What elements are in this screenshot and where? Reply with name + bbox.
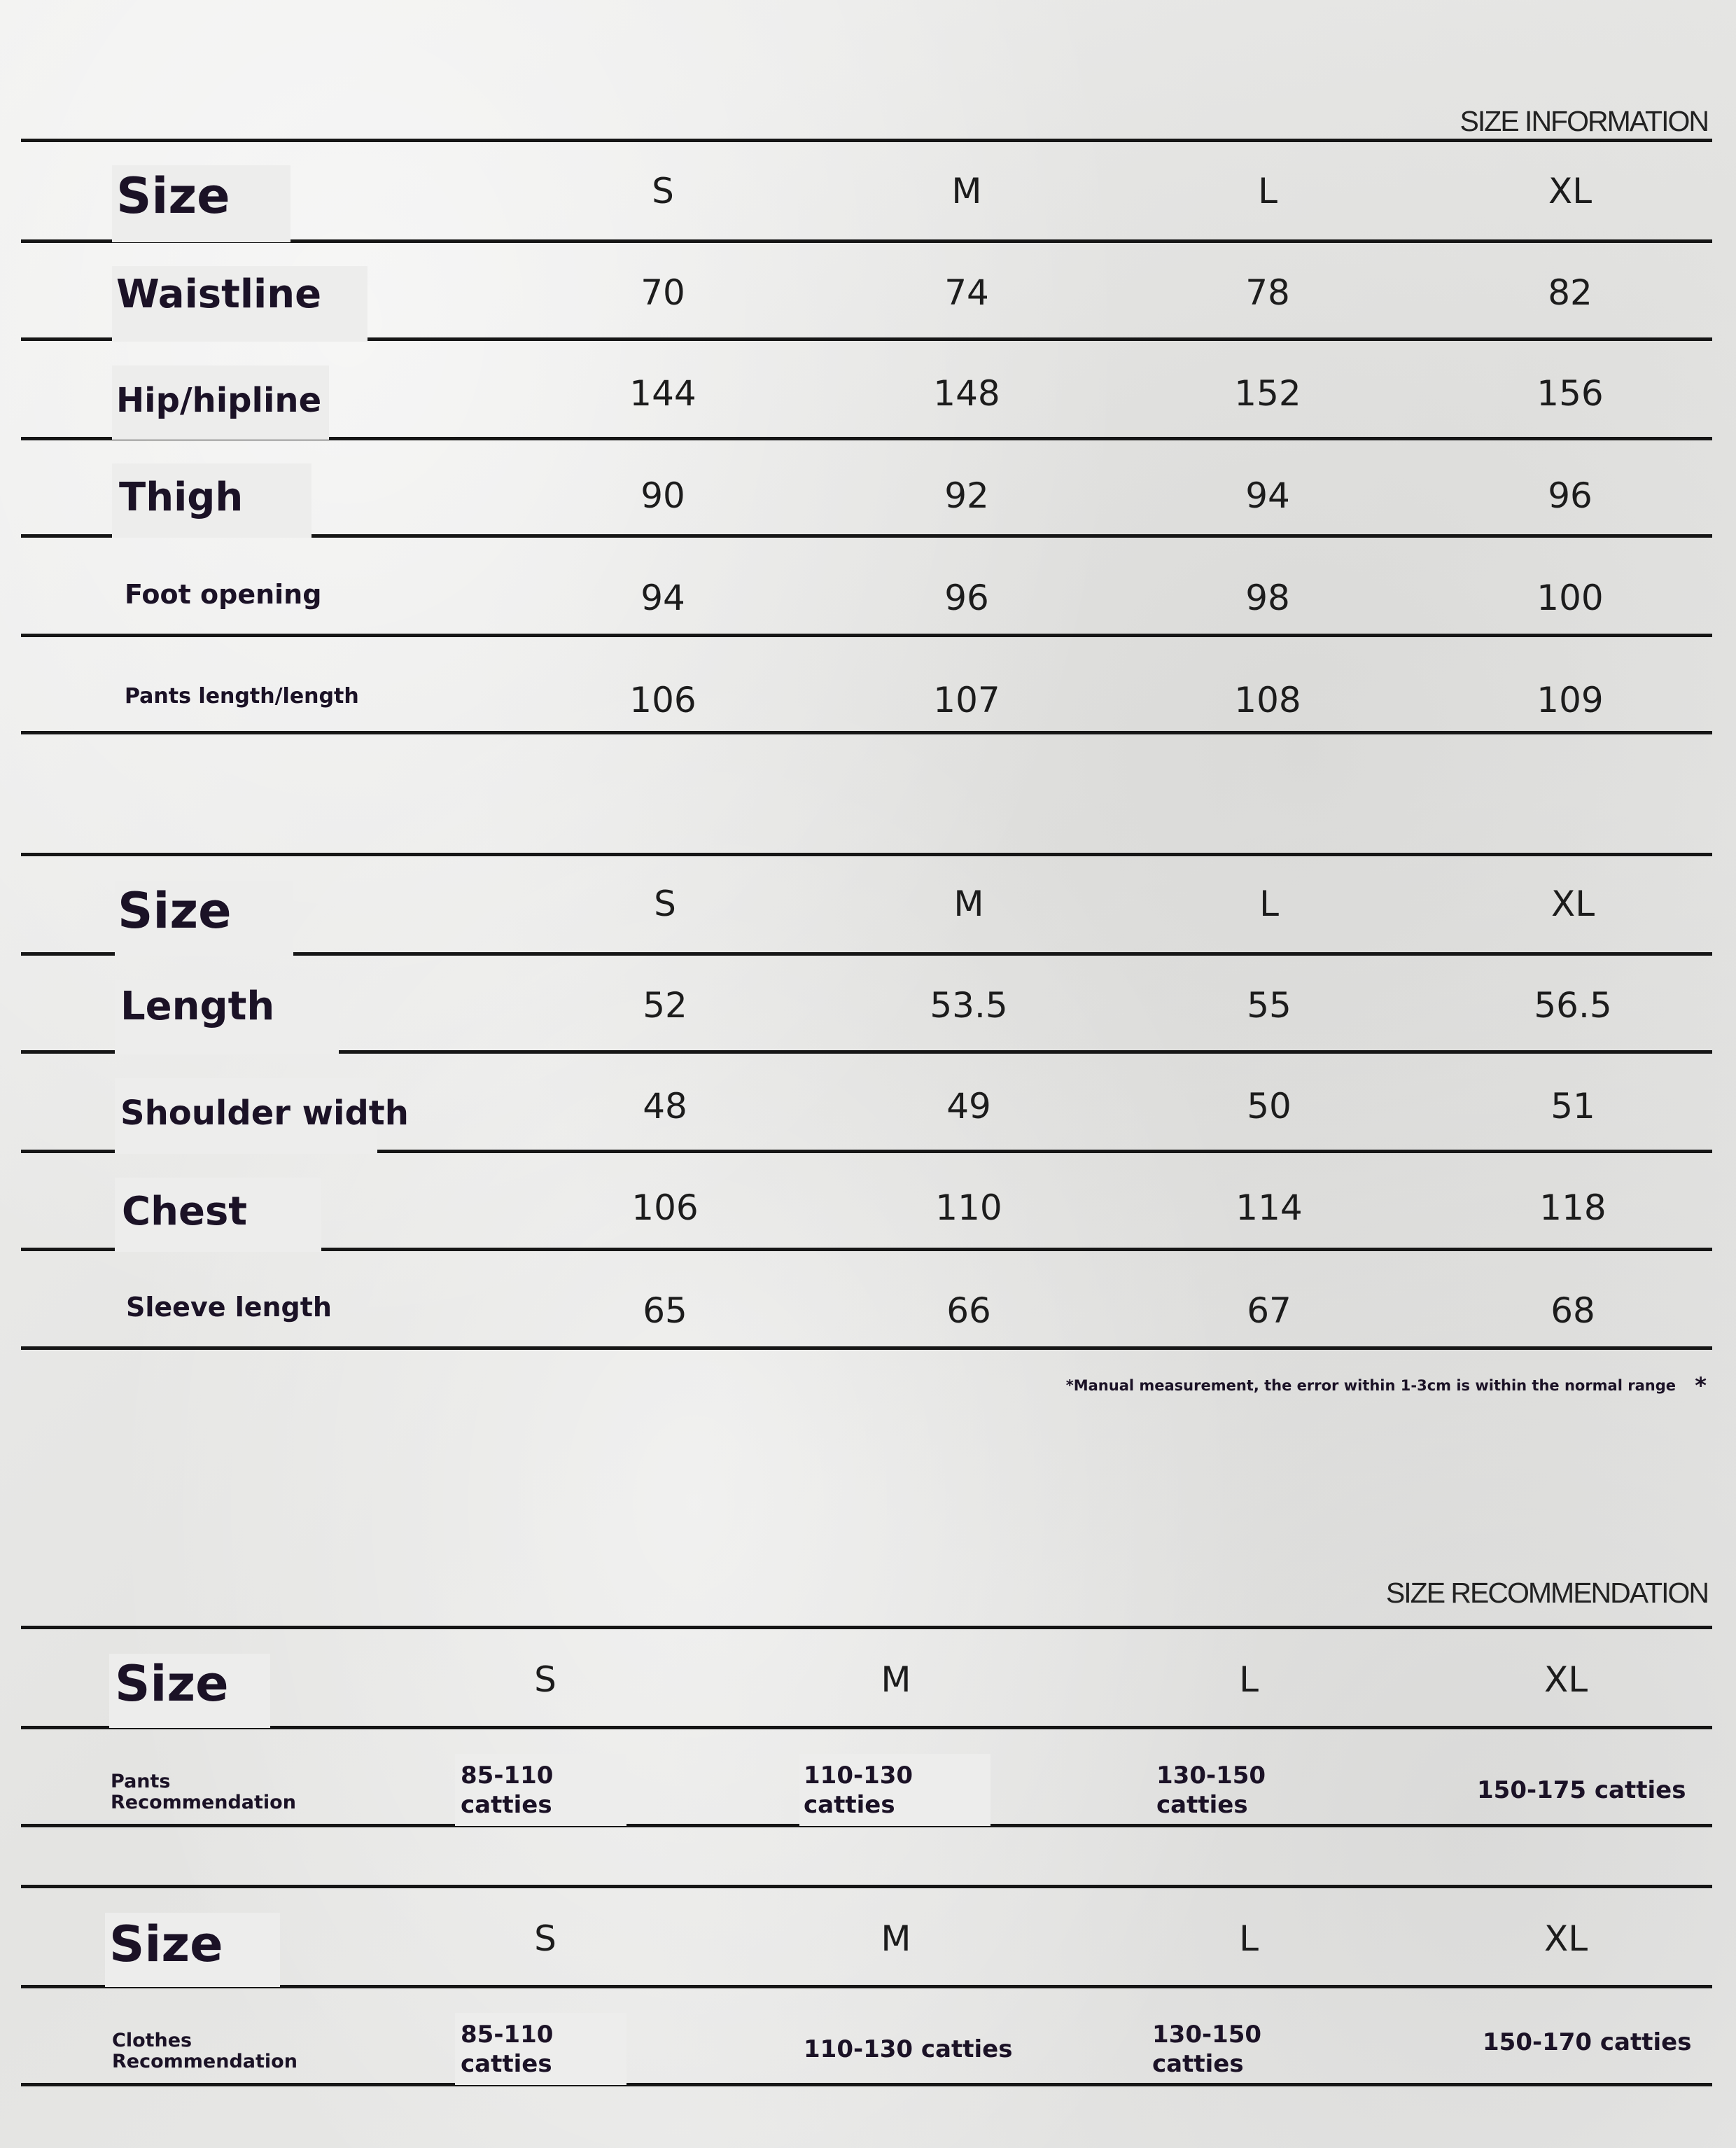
table-cell: 55 [1247, 985, 1292, 1026]
table-cell: 114 [1236, 1187, 1303, 1228]
top-size-header-xl: XL [1550, 884, 1595, 924]
table-cell: 96 [1548, 475, 1592, 516]
pants-recommendation-label [111, 1771, 296, 1813]
pants-row-label-waistline: Waistline [116, 272, 322, 317]
table-cell: 118 [1539, 1187, 1606, 1228]
table-cell: 107 [933, 680, 1000, 720]
table-cell: 110 [935, 1187, 1002, 1228]
pants-rec-size-header-l: L [1239, 1659, 1259, 1700]
clothes-rec-value-s: 85-110 catties [461, 2021, 554, 2078]
pants-row-label-pants-length: Pants length/length [125, 684, 359, 709]
table-cell: 96 [944, 578, 989, 618]
table-cell: 92 [944, 475, 989, 516]
pants-rec-value-m: 110-130 catties [804, 1762, 913, 1819]
size-recommendation-title: SIZE RECOMMENDATION [1385, 1577, 1708, 1609]
pants-row-label-foot-opening: Foot opening [125, 579, 322, 610]
table-cell: 67 [1247, 1290, 1292, 1331]
pants-recommendation-label-line1: Pants [111, 1771, 171, 1792]
table-cell: 94 [640, 578, 685, 618]
pants-recommendation-label-line2: Recommendation [111, 1792, 296, 1813]
pants-rec-size-header-s: S [534, 1659, 556, 1700]
clothes-rec-size-header-s: S [534, 1918, 556, 1959]
table-rule [21, 139, 1712, 142]
clothes-rec-value-l: 130-150 catties [1152, 2021, 1262, 2078]
table-rule [21, 2083, 1712, 2086]
table-rule [21, 1726, 1712, 1729]
pants-size-header-s: S [652, 171, 674, 211]
table-cell: 74 [944, 272, 989, 313]
clothes-rec-value-m: 110-130 catties [804, 2035, 1013, 2063]
pants-rec-value-s: 85-110 catties [461, 1762, 554, 1819]
top-size-header-m: M [953, 884, 984, 924]
table-cell: 56.5 [1534, 985, 1612, 1026]
table-rule [21, 1626, 1712, 1629]
clothes-rec-value-xl: 150-170 catties [1483, 2028, 1692, 2056]
table-cell: 51 [1550, 1086, 1595, 1127]
pants-row-label-thigh: Thigh [119, 475, 244, 520]
table-cell: 50 [1247, 1086, 1292, 1127]
table-cell: 78 [1245, 272, 1290, 313]
top-row-label-length: Length [120, 984, 275, 1029]
table-cell: 48 [643, 1086, 687, 1127]
table-cell: 106 [631, 1187, 699, 1228]
top-row-label-sleeve-length: Sleeve length [126, 1292, 332, 1323]
pants-size-header-xl: XL [1548, 171, 1592, 211]
table-cell: 152 [1234, 373, 1301, 414]
pants-size-header-m: M [951, 171, 982, 211]
size-information-title: SIZE INFORMATION [1460, 105, 1708, 137]
table-cell: 108 [1234, 680, 1301, 720]
table-cell: 156 [1536, 373, 1604, 414]
table-cell: 68 [1550, 1290, 1595, 1331]
pants-rec-size-header-xl: XL [1544, 1659, 1588, 1700]
clothes-rec-size-header-m: M [881, 1918, 911, 1959]
measurement-note: *Manual measurement, the error within 1-3cm is within the normal range [1065, 1377, 1676, 1394]
table-rule [21, 634, 1712, 637]
table-rule [21, 731, 1712, 734]
table-cell: 98 [1245, 578, 1290, 618]
top-row-label-shoulder-width: Shoulder width [120, 1094, 409, 1133]
pants-rec-value-l: 130-150 catties [1156, 1762, 1266, 1819]
clothes-recommendation-label [112, 2030, 298, 2072]
table-cell: 94 [1245, 475, 1290, 516]
table-cell: 148 [933, 373, 1000, 414]
clothes-rec-size-header-label: Size [109, 1916, 223, 1973]
top-size-header-label: Size [118, 882, 232, 940]
top-size-header-s: S [654, 884, 676, 924]
table-cell: 100 [1536, 578, 1604, 618]
pants-row-label-hipline: Hip/hipline [116, 381, 322, 420]
top-size-header-l: L [1259, 884, 1279, 924]
table-cell: 52 [643, 985, 687, 1026]
pants-rec-value-xl: 150-175 catties [1477, 1776, 1686, 1804]
pants-rec-size-header-m: M [881, 1659, 911, 1700]
pants-rec-size-header-label: Size [115, 1655, 229, 1713]
clothes-rec-size-header-l: L [1239, 1918, 1259, 1959]
table-cell: 109 [1536, 680, 1604, 720]
pants-size-header-label: Size [116, 167, 230, 225]
table-cell: 65 [643, 1290, 687, 1331]
pants-size-header-l: L [1258, 171, 1278, 211]
table-cell: 106 [629, 680, 696, 720]
clothes-recommendation-label-line1: Clothes [112, 2030, 192, 2051]
table-rule [21, 1885, 1712, 1888]
note-star: * [1695, 1372, 1707, 1399]
table-cell: 144 [629, 373, 696, 414]
table-cell: 66 [946, 1290, 991, 1331]
table-cell: 70 [640, 272, 685, 313]
table-cell: 49 [946, 1086, 991, 1127]
top-row-label-chest: Chest [122, 1189, 248, 1234]
table-cell: 90 [640, 475, 685, 516]
table-rule [21, 853, 1712, 856]
table-cell: 53.5 [930, 985, 1008, 1026]
table-cell: 82 [1548, 272, 1592, 313]
table-rule [21, 1346, 1712, 1350]
clothes-recommendation-label-line2: Recommendation [112, 2051, 298, 2072]
clothes-rec-size-header-xl: XL [1544, 1918, 1588, 1959]
